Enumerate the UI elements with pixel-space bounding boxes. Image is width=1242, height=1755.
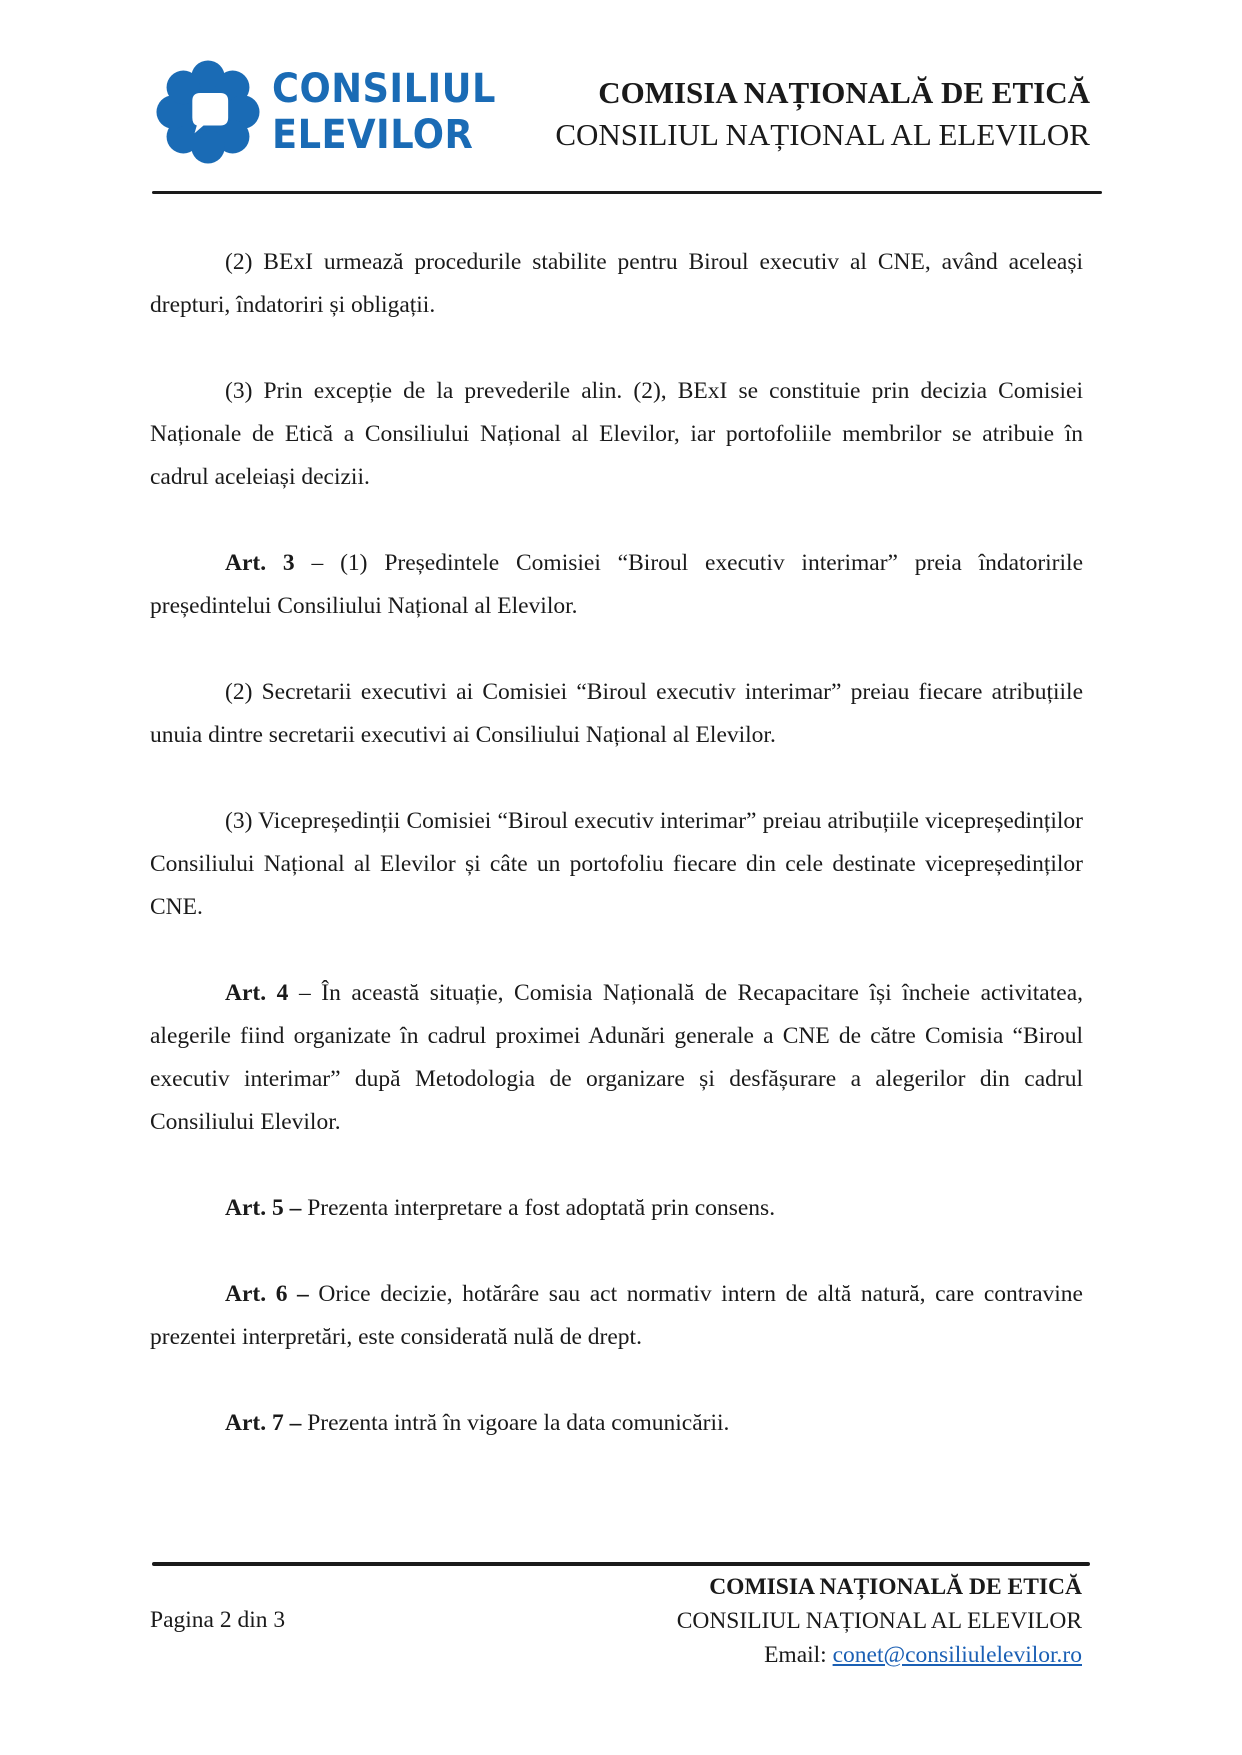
paragraph (150, 800, 1083, 929)
footer-email-label: Email: (764, 1642, 833, 1668)
footer-subtitle: CONSILIUL NAȚIONAL AL ELEVILOR (676, 1608, 1082, 1634)
paragraph-text: (2) BExI urmează procedurile stabilite pentru Biroul executiv al CNE, având aceleași drepturi, îndatoriri și obligații. (150, 249, 1083, 318)
header-subtitle: CONSILIUL NAȚIONAL AL ELEVILOR (555, 117, 1090, 152)
paragraph (150, 1273, 1083, 1359)
article-label: Art. 6 – (225, 1281, 309, 1307)
paragraph-text: Prezenta interpretare a fost adoptată prin consens. (301, 1195, 776, 1221)
paragraph-text: (3) Vicepreședinții Comisiei “Biroul executiv interimar” preiau atribuțiile vicepreședinților Consiliului Național al Elevilor și câte un portofoliu fiecare din cele destinate vicepreședinților CNE. (150, 808, 1083, 920)
paragraph (150, 671, 1083, 757)
logo-line-2: ELEVILOR (272, 112, 474, 158)
logo-wordmark (272, 66, 496, 158)
footer-title: COMISIA NAȚIONALĂ DE ETICĂ (709, 1574, 1082, 1600)
paragraph-text: (3) Prin excepție de la prevederile alin. (2), BExI se constituie prin decizia Comisiei Naționale de Etică a Consiliului Național al Elevilor, iar portofoliile membrilor se atribuie în cadrul aceleiași decizii. (150, 378, 1083, 490)
footer-email-line (677, 1638, 1082, 1672)
header-divider (152, 191, 1102, 194)
article-label: Art. 7 – (225, 1410, 302, 1436)
paragraph (150, 972, 1083, 1144)
header-title: COMISIA NAȚIONALĂ DE ETICĂ (598, 75, 1090, 110)
paragraph (150, 241, 1083, 327)
page-header (555, 72, 1090, 156)
paragraph-text: Orice decizie, hotărâre sau act normativ intern de altă natură, care contravine prezentei interpretări, este considerată nulă de drept. (150, 1281, 1083, 1350)
paragraph-text: – În această situație, Comisia Națională de Recapacitare își încheie activitatea, alegerile fiind organizate în cadrul proximei Adunări generale a CNE de către Comisia “Biroul executiv interimar” după Metodologia de organizare și desfășurare a alegerilor din cadrul Consiliului Elevilor. (150, 980, 1083, 1135)
page-number: Pagina 2 din 3 (150, 1607, 286, 1633)
paragraph-text: (2) Secretarii executivi ai Comisiei “Biroul executiv interimar” preiau fiecare atribuțiile unuia dintre secretarii executivi ai Consiliului Național al Elevilor. (150, 679, 1083, 748)
article-label: Art. 3 (225, 550, 295, 576)
logo (152, 56, 512, 168)
paragraph (150, 1187, 1083, 1230)
paragraph (150, 370, 1083, 499)
paragraph (150, 1402, 1083, 1445)
paragraph-text: Prezenta intră în vigoare la data comunicării. (301, 1410, 730, 1436)
email-link[interactable]: conet@consiliulelevilor.ro (832, 1642, 1082, 1668)
footer-divider (152, 1562, 1090, 1566)
flower-speech-bubble-icon (152, 56, 264, 168)
paragraph (150, 542, 1083, 628)
article-label: Art. 4 (225, 980, 289, 1006)
logo-line-1: CONSILIUL (272, 66, 496, 112)
page-footer (677, 1570, 1082, 1672)
paragraph-text: – (1) Președintele Comisiei “Biroul executiv interimar” preia îndatoririle președintelui Consiliului Național al Elevilor. (150, 550, 1083, 619)
document-body (150, 241, 1083, 1488)
article-label: Art. 5 – (225, 1195, 302, 1221)
